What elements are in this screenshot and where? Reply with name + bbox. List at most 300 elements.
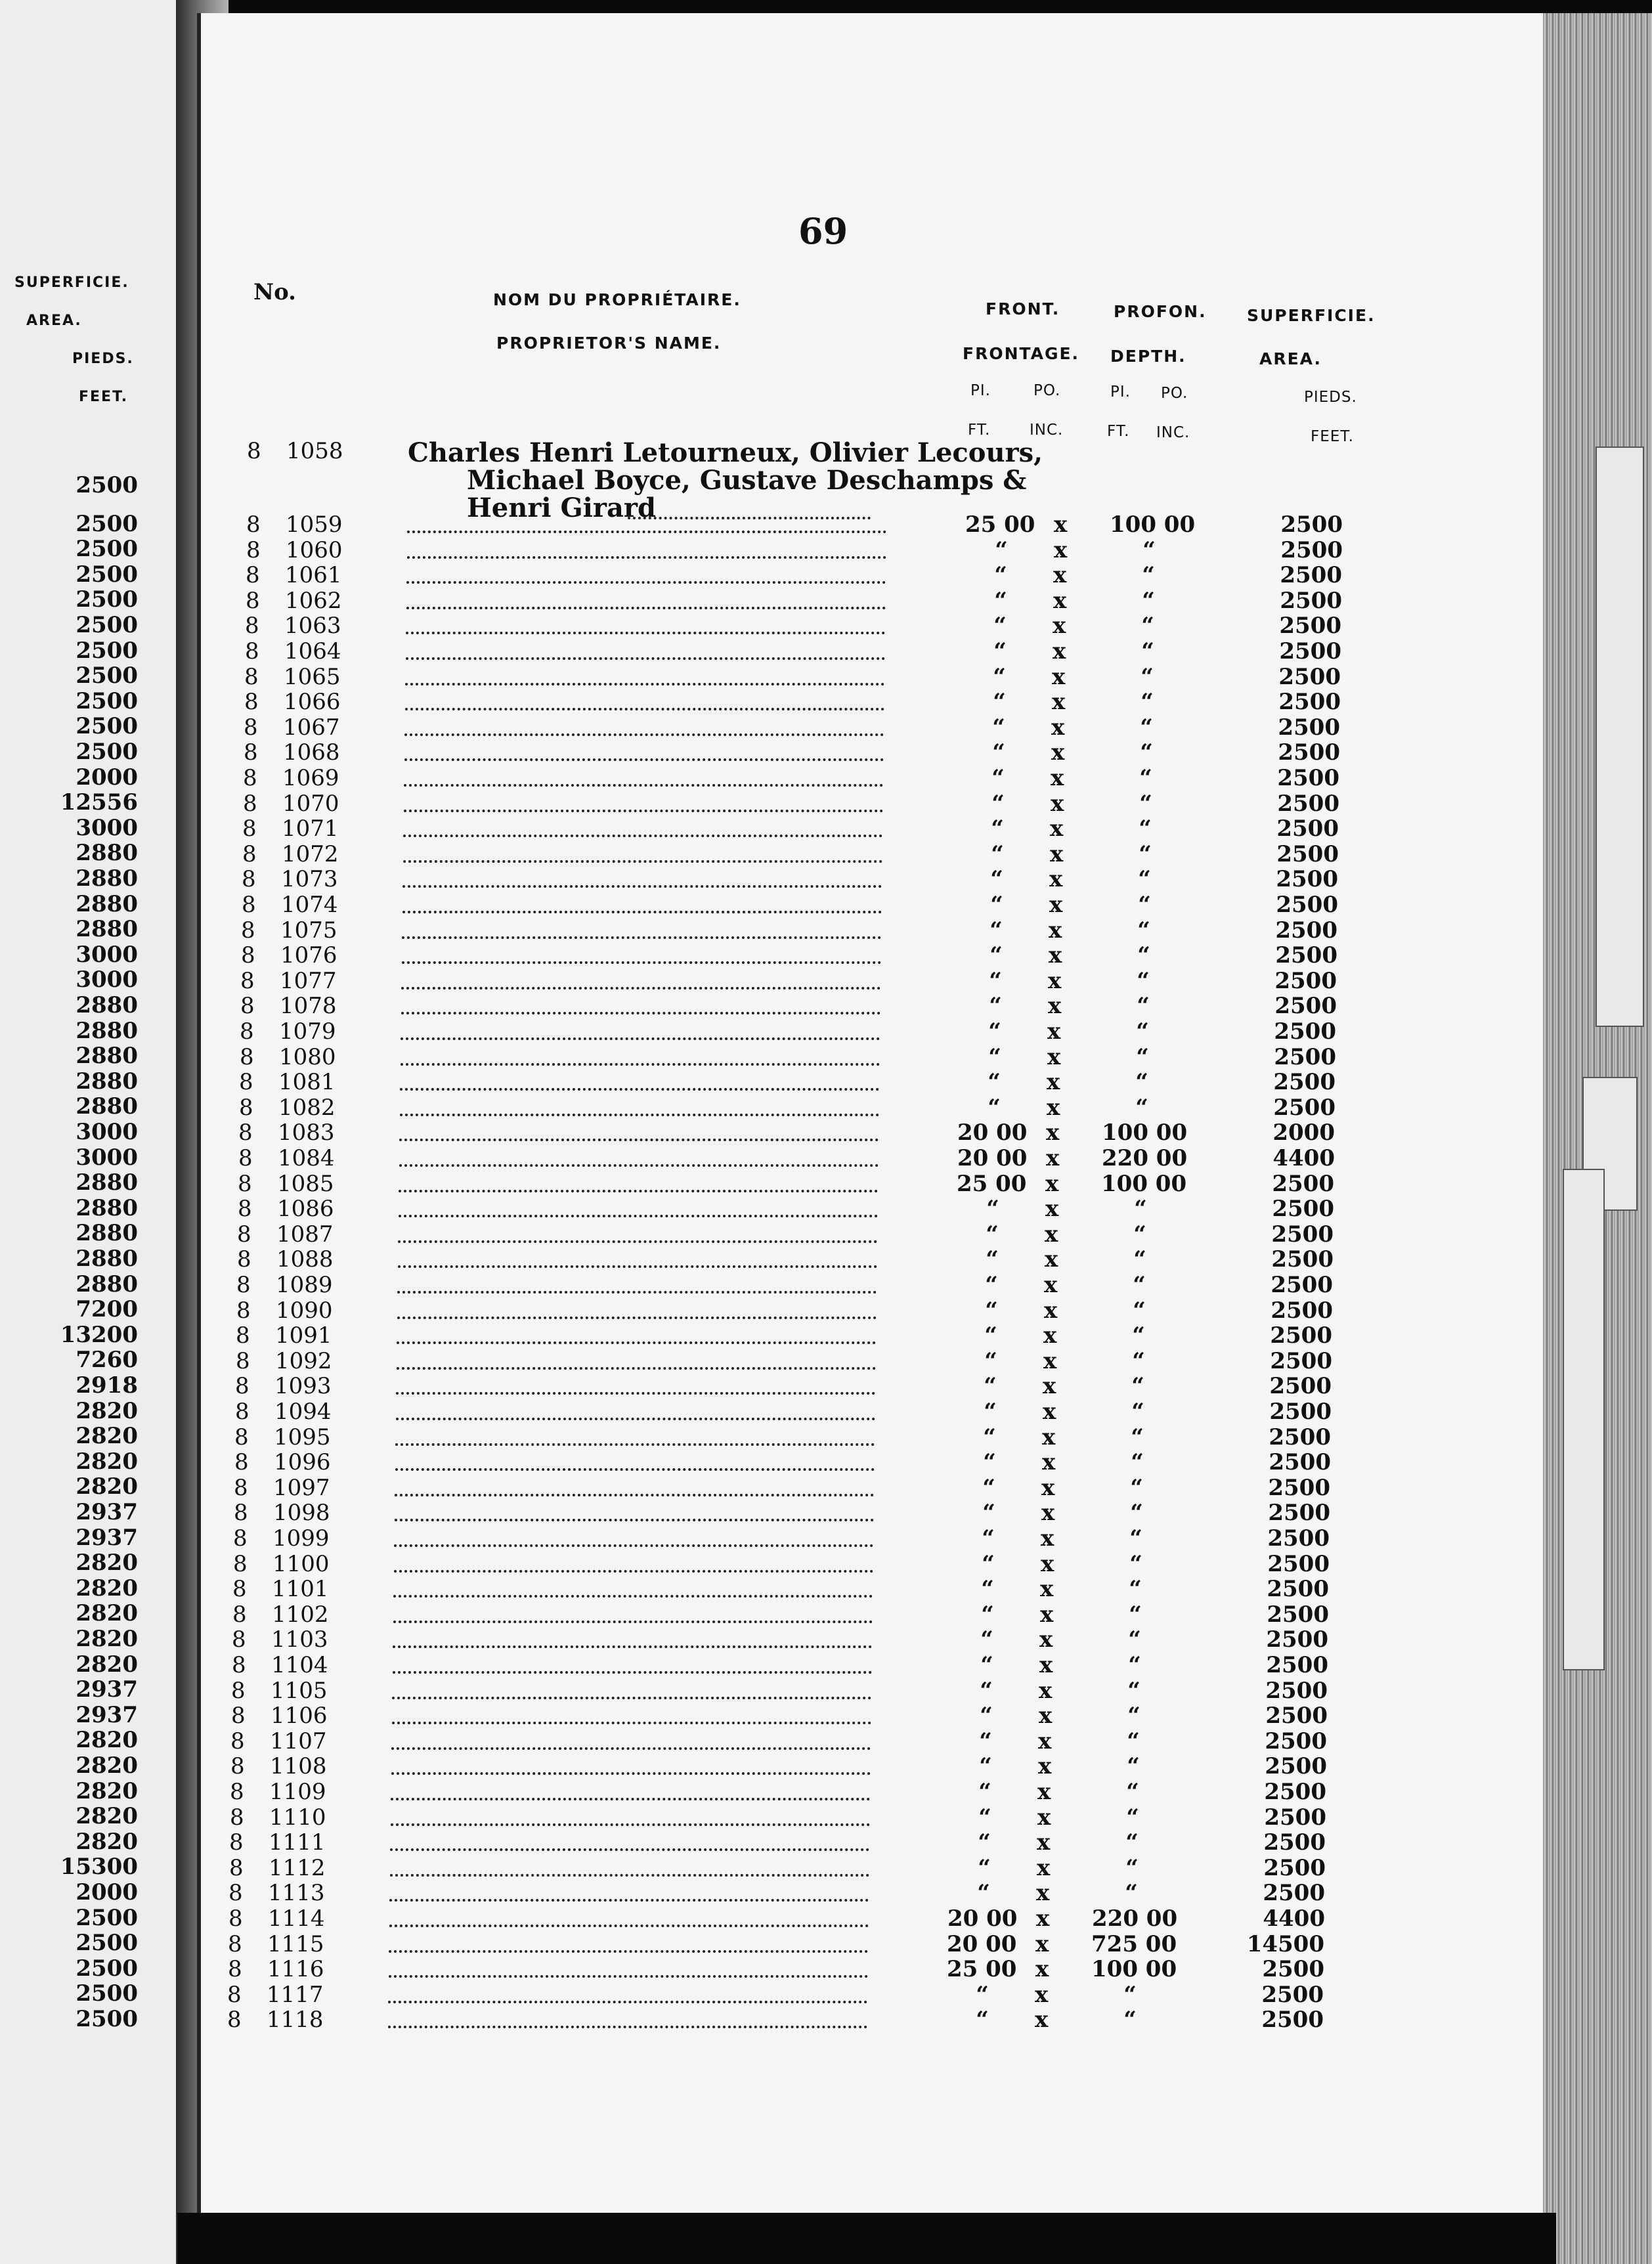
- row-depth: “: [1135, 1094, 1148, 1121]
- row-frontage: “: [983, 1449, 996, 1476]
- row-times: x: [1049, 917, 1062, 944]
- row-times: x: [1053, 613, 1066, 640]
- row-leader-dots: [404, 752, 884, 761]
- row-times: x: [1035, 1956, 1049, 1983]
- header-po: PO.: [1033, 382, 1061, 399]
- header-ft-depth: FT.: [1107, 423, 1130, 440]
- row-lot-number: 1082: [278, 1094, 336, 1121]
- row-section: 8: [240, 1018, 254, 1045]
- row-area: 2500: [1261, 1981, 1324, 2008]
- row-leader-dots: [388, 2019, 867, 2028]
- row-leader-dots: [389, 1944, 868, 1953]
- row-leader-dots: [389, 1969, 868, 1978]
- row-lot-number: 1077: [280, 967, 337, 994]
- row-times: x: [1041, 1500, 1055, 1527]
- left-area-value: 2500: [76, 713, 138, 740]
- row-section: 8: [232, 1626, 246, 1653]
- left-area-value: 2820: [76, 1626, 138, 1652]
- row-frontage: “: [991, 765, 1005, 791]
- row-times: x: [1039, 1626, 1053, 1653]
- left-area-value: 2880: [76, 1043, 138, 1070]
- row-leader-dots: [389, 1892, 869, 1902]
- row-lot-number: 1090: [276, 1297, 333, 1324]
- row-times: x: [1046, 1120, 1060, 1146]
- row-leader-dots: [406, 600, 886, 609]
- row-times: x: [1053, 638, 1066, 664]
- row-lot-number: 1076: [280, 942, 337, 969]
- row-times: x: [1041, 1550, 1054, 1577]
- row-section: 8: [234, 1424, 249, 1450]
- row-leader-dots: [401, 1031, 880, 1040]
- row-section: 8: [245, 638, 259, 664]
- row-leader-dots: [397, 1361, 876, 1370]
- row-section: 8: [244, 739, 258, 766]
- row-area: 2500: [1263, 1880, 1325, 1907]
- row-area: 2500: [1268, 1500, 1330, 1527]
- row-lot-number: 1079: [279, 1018, 336, 1045]
- row-frontage: 25 00: [947, 1956, 1017, 1983]
- row-section: 8: [242, 816, 257, 842]
- row-section: 8: [244, 689, 259, 716]
- row-leader-dots: [397, 1335, 876, 1344]
- row-frontage: “: [992, 714, 1005, 741]
- row-times: x: [1041, 1474, 1055, 1501]
- row-times: x: [1049, 942, 1062, 969]
- row-section: 8: [231, 1703, 246, 1730]
- left-area-value: 7260: [76, 1347, 138, 1374]
- row-times: x: [1041, 1525, 1054, 1552]
- row-lot-number: 1099: [272, 1525, 330, 1552]
- row-section: 8: [243, 790, 257, 817]
- left-area-value: 2000: [76, 764, 138, 791]
- row-times: x: [1045, 1196, 1059, 1223]
- row-lot-number: 1111: [269, 1829, 326, 1856]
- row-frontage: 25 00: [965, 512, 1035, 538]
- row-times: x: [1047, 1018, 1061, 1045]
- row-frontage: “: [981, 1601, 994, 1628]
- row-depth: “: [1131, 1399, 1144, 1425]
- row-area: 2500: [1271, 1272, 1333, 1298]
- row-lot-number: 1071: [282, 816, 339, 842]
- row-area: 2500: [1278, 739, 1340, 766]
- row-depth: “: [1127, 1703, 1141, 1730]
- row-section: 8: [238, 1120, 253, 1146]
- row-leader-dots: [390, 1842, 869, 1851]
- row-times: x: [1042, 1449, 1056, 1476]
- row-frontage: “: [988, 1069, 1001, 1096]
- row-lot-number: 1068: [283, 739, 340, 766]
- row-frontage: 20 00: [957, 1120, 1028, 1146]
- row-times: x: [1046, 1145, 1060, 1171]
- left-area-value: 2500: [76, 472, 138, 498]
- row-lot-number: 1073: [281, 866, 338, 893]
- row-leader-dots: [399, 1132, 879, 1141]
- row-frontage: “: [977, 1880, 990, 1907]
- left-area-value: 2820: [76, 1473, 138, 1500]
- left-area-value: 2000: [76, 1879, 138, 1905]
- row-area: 2500: [1278, 714, 1340, 741]
- row-leader-dots: [405, 701, 884, 710]
- header-front-en: FRONTAGE.: [963, 344, 1080, 363]
- row-section: 8: [240, 967, 255, 994]
- left-area-value: 2880: [76, 1220, 138, 1247]
- row-times: x: [1053, 562, 1067, 589]
- row-depth: “: [1136, 1018, 1149, 1045]
- row-leader-dots: [393, 1588, 873, 1598]
- left-area-value: 15300: [60, 1854, 138, 1881]
- row-times: x: [1045, 1221, 1058, 1248]
- row-frontage: “: [980, 1703, 993, 1730]
- row-leader-dots: [401, 980, 880, 990]
- row-frontage: “: [982, 1474, 995, 1501]
- row-times: x: [1050, 816, 1064, 842]
- row-area: 2500: [1279, 613, 1341, 640]
- row-depth: “: [1133, 1221, 1146, 1248]
- row-depth: “: [1127, 1728, 1140, 1754]
- left-area-value: 3000: [76, 1144, 138, 1171]
- row-depth: “: [1132, 1322, 1145, 1349]
- row-area: 2500: [1269, 1449, 1331, 1476]
- row-lot-number: 1078: [280, 993, 337, 1020]
- row-area: 2500: [1274, 967, 1337, 994]
- row-frontage: “: [988, 1018, 1001, 1045]
- row-section: 8: [230, 1728, 245, 1754]
- row-section: 8: [230, 1753, 245, 1780]
- row-lot-number: 1067: [283, 714, 340, 741]
- header-inc: INC.: [1030, 422, 1064, 439]
- row-times: x: [1051, 790, 1064, 817]
- row-times: x: [1042, 1424, 1056, 1450]
- row-leader-dots: [407, 524, 886, 533]
- row-depth: “: [1136, 1043, 1149, 1070]
- left-area-value: 2880: [76, 1169, 138, 1196]
- left-area-value: 2880: [76, 916, 138, 943]
- row-area: 4400: [1263, 1905, 1325, 1932]
- row-lot-number: 1063: [284, 613, 341, 640]
- header-pi-depth: PI.: [1110, 383, 1131, 401]
- left-area-value: 2500: [76, 663, 138, 689]
- row-area: 2500: [1280, 587, 1342, 614]
- row-section: 8: [244, 663, 259, 690]
- row-frontage: “: [995, 536, 1008, 563]
- row-times: x: [1052, 689, 1066, 716]
- left-area-value: 2820: [76, 1600, 138, 1627]
- row-depth: “: [1140, 739, 1153, 766]
- row-leader-dots: [388, 1994, 867, 2003]
- row-area: 2500: [1276, 840, 1339, 867]
- row-leader-dots: [398, 1259, 877, 1268]
- row-lot-number: 1113: [268, 1880, 325, 1907]
- row-section: 8: [241, 942, 255, 969]
- left-page: [0, 0, 176, 2264]
- row-area: 2500: [1264, 1779, 1326, 1805]
- row-times: x: [1043, 1399, 1056, 1425]
- row-section: 8: [228, 1930, 242, 1957]
- row-leader-dots: [394, 1538, 873, 1547]
- row-times: x: [1054, 512, 1068, 538]
- row-lot-number: 1097: [273, 1474, 330, 1501]
- row-lot-number: 1060: [286, 536, 343, 563]
- left-area-value: 2820: [76, 1550, 138, 1577]
- row-area: 2500: [1263, 1854, 1326, 1881]
- row-area: 2500: [1266, 1652, 1328, 1678]
- header-pi: PI.: [970, 382, 991, 399]
- row-times: x: [1035, 1930, 1049, 1957]
- row-area: 2500: [1272, 1170, 1334, 1197]
- left-area-value: 2937: [76, 1701, 138, 1728]
- row-times: x: [1035, 1981, 1049, 2008]
- row-lot-number: 1089: [276, 1272, 333, 1298]
- left-area-value: 2500: [76, 561, 138, 588]
- row-frontage: “: [986, 1196, 999, 1223]
- row-depth: “: [1128, 1652, 1141, 1678]
- row-depth: “: [1128, 1626, 1141, 1653]
- row-area: 2500: [1280, 562, 1342, 589]
- row-times: x: [1054, 536, 1068, 563]
- row-area: 2500: [1267, 1550, 1330, 1577]
- row-depth: 220 00: [1102, 1145, 1188, 1171]
- row-area: 2500: [1270, 1347, 1332, 1374]
- header-area-unit-fr: PIEDS.: [1304, 389, 1357, 406]
- row-section: 8: [246, 536, 261, 563]
- page-edges: [1543, 13, 1652, 2264]
- row-section: 8: [234, 1449, 249, 1476]
- row-depth: 100 00: [1091, 1956, 1177, 1983]
- left-area-value: 2820: [76, 1752, 138, 1779]
- row-lot-number: 1116: [267, 1956, 324, 1983]
- left-area-value: 2820: [76, 1727, 138, 1754]
- row-leader-dots: [406, 625, 885, 634]
- row-depth: “: [1140, 714, 1153, 741]
- row-times: x: [1040, 1601, 1054, 1628]
- row-leader-dots: [396, 1411, 875, 1420]
- row-depth: “: [1133, 1297, 1146, 1324]
- left-area-value: 3000: [76, 941, 138, 968]
- left-area-value: 2500: [76, 612, 138, 638]
- left-area-value: 12556: [60, 789, 138, 816]
- left-area-value: 2820: [76, 1397, 138, 1424]
- row-lot-number: 1072: [282, 840, 339, 867]
- row-leader-dots: [402, 904, 882, 913]
- row-area: 2500: [1277, 765, 1339, 791]
- row-area: 2500: [1261, 2007, 1324, 2034]
- row-frontage: “: [993, 689, 1006, 716]
- row-times: x: [1044, 1272, 1058, 1298]
- row-area: 14500: [1246, 1930, 1324, 1957]
- row-section: 8: [237, 1246, 251, 1273]
- row-section: 8: [244, 714, 258, 741]
- left-header-pieds: PIEDS.: [72, 351, 134, 367]
- row-leader-dots: [393, 1639, 872, 1648]
- row-section: 8: [232, 1652, 246, 1678]
- row-section: 8: [229, 1854, 244, 1881]
- left-area-value: 2500: [76, 1980, 138, 2007]
- row-area: 2500: [1265, 1753, 1327, 1780]
- row-lot-number: 1110: [269, 1804, 326, 1831]
- row-area: 2500: [1268, 1474, 1330, 1501]
- left-area-value: 2500: [76, 536, 138, 563]
- row-lot-number: 1074: [281, 892, 338, 918]
- header-inc-depth: INC.: [1156, 424, 1190, 441]
- row-depth: “: [1125, 1854, 1139, 1881]
- row-section: 8: [236, 1322, 250, 1349]
- row-depth: “: [1131, 1449, 1144, 1476]
- row-leader-dots: [391, 1817, 870, 1826]
- row-area: 2500: [1275, 917, 1337, 944]
- row-area: 2500: [1267, 1576, 1329, 1603]
- row-section: 8: [237, 1221, 251, 1248]
- row-lot-number: 1064: [284, 638, 341, 664]
- row-section: 8: [246, 587, 260, 614]
- row-section: 8: [235, 1373, 250, 1400]
- row-section: 8: [236, 1272, 251, 1298]
- row-depth: “: [1142, 536, 1156, 563]
- row-lot-number: 1094: [274, 1399, 332, 1425]
- row-lot-number: 1098: [273, 1500, 330, 1527]
- left-area-value: 2880: [76, 1271, 138, 1297]
- row-section: 8: [242, 866, 256, 893]
- row-frontage: “: [991, 840, 1004, 867]
- row-times: x: [1037, 1804, 1051, 1831]
- row-depth: 100 00: [1101, 1170, 1187, 1197]
- row-depth: “: [1138, 866, 1151, 893]
- row-leader-dots: [404, 777, 883, 787]
- row-area: 2500: [1271, 1297, 1333, 1324]
- row-lot-number: 1115: [267, 1930, 324, 1957]
- left-area-value: 2500: [76, 510, 138, 537]
- left-area-value: 2820: [76, 1423, 138, 1450]
- row-depth: “: [1139, 765, 1152, 791]
- row-section: 8: [243, 765, 257, 791]
- row-times: x: [1039, 1652, 1053, 1678]
- row-frontage: “: [988, 1043, 1001, 1070]
- left-area-value: 2880: [76, 865, 138, 892]
- row-section: 8: [234, 1500, 248, 1527]
- left-area-value: 2820: [76, 1448, 138, 1475]
- row-depth: “: [1133, 1246, 1146, 1273]
- row-lot-number: 1070: [282, 790, 339, 817]
- owner-line-1: Charles Henri Letourneux, Olivier Lecours,: [408, 437, 1043, 468]
- row-frontage: “: [980, 1626, 993, 1653]
- left-area-value: 2880: [76, 1068, 138, 1095]
- row-section: 8: [242, 892, 256, 918]
- row-area: 2500: [1271, 1221, 1334, 1248]
- left-area-value: 2820: [76, 1803, 138, 1830]
- left-area-value: 7200: [76, 1296, 138, 1323]
- left-area-value: 2500: [76, 1930, 138, 1957]
- header-depth-en: DEPTH.: [1110, 347, 1186, 366]
- row-times: x: [1039, 1677, 1053, 1704]
- row-depth: 100 00: [1102, 1120, 1188, 1146]
- row-leader-dots: [395, 1437, 875, 1446]
- row-section: 8: [239, 1094, 253, 1121]
- row-section: 8: [227, 2007, 242, 2034]
- row-leader-dots: [395, 1487, 874, 1496]
- row-depth: “: [1137, 942, 1150, 969]
- row-leader-dots: [391, 1791, 870, 1800]
- row-area: 2500: [1263, 1829, 1326, 1856]
- row-lot-number: 1091: [275, 1322, 332, 1349]
- row-frontage: “: [982, 1550, 995, 1577]
- row-section: 8: [230, 1804, 244, 1831]
- row-times: x: [1043, 1322, 1057, 1349]
- row-times: x: [1039, 1703, 1053, 1730]
- row-leader-dots: [393, 1614, 873, 1623]
- row-frontage: “: [994, 587, 1007, 614]
- row-area: 2500: [1267, 1601, 1329, 1628]
- row-lot-number: 1058: [286, 438, 343, 464]
- row-section: 8: [230, 1779, 244, 1805]
- row-area: 2500: [1266, 1626, 1328, 1653]
- left-area-value: 2500: [76, 1955, 138, 1982]
- row-leader-dots: [402, 930, 881, 939]
- row-section: 8: [239, 1069, 253, 1096]
- row-times: x: [1045, 1170, 1059, 1197]
- header-area-fr: SUPERFICIE.: [1247, 306, 1376, 325]
- row-frontage: “: [978, 1854, 991, 1881]
- row-lot-number: 1069: [282, 765, 339, 791]
- left-header-superficie: SUPERFICIE.: [14, 274, 129, 291]
- row-lot-number: 1103: [271, 1626, 328, 1653]
- row-lot-number: 1095: [274, 1424, 331, 1450]
- row-depth: “: [1129, 1601, 1142, 1628]
- row-depth: “: [1127, 1753, 1140, 1780]
- page-tab-1: [1596, 446, 1644, 1027]
- row-area: 2000: [1272, 1120, 1335, 1146]
- row-leader-dots: [403, 828, 882, 837]
- row-times: x: [1043, 1347, 1057, 1374]
- row-leader-dots: [398, 1234, 877, 1243]
- row-frontage: “: [984, 1373, 997, 1400]
- row-times: x: [1048, 967, 1062, 994]
- row-frontage: “: [989, 993, 1002, 1020]
- header-front-fr: FRONT.: [986, 299, 1060, 318]
- row-frontage: “: [992, 739, 1005, 766]
- row-lot-number: 1107: [270, 1728, 327, 1754]
- row-frontage: “: [984, 1347, 997, 1374]
- row-frontage: “: [988, 1094, 1001, 1121]
- row-depth: “: [1131, 1424, 1144, 1450]
- row-lot-number: 1106: [271, 1703, 328, 1730]
- row-depth: “: [1139, 816, 1152, 842]
- row-area: 2500: [1275, 942, 1337, 969]
- row-area: 2500: [1276, 866, 1338, 893]
- row-section: 8: [247, 438, 261, 464]
- header-depth-fr: PROFON.: [1114, 302, 1207, 321]
- row-leader-dots: [401, 1005, 880, 1014]
- row-lot-number: 1066: [284, 689, 341, 716]
- row-frontage: “: [993, 638, 1007, 664]
- row-area: 2500: [1264, 1804, 1326, 1831]
- row-depth: “: [1138, 892, 1151, 918]
- row-depth: “: [1141, 663, 1154, 690]
- row-frontage: “: [978, 1804, 991, 1831]
- row-times: x: [1051, 765, 1064, 791]
- row-times: x: [1051, 739, 1065, 766]
- row-lot-number: 1083: [278, 1120, 335, 1146]
- row-frontage: “: [986, 1221, 999, 1248]
- row-area: 2500: [1273, 1069, 1336, 1096]
- row-frontage: “: [993, 613, 1007, 640]
- row-frontage: “: [984, 1322, 997, 1349]
- row-frontage: “: [981, 1576, 994, 1603]
- row-area: 2500: [1278, 663, 1341, 690]
- row-leader-dots: [397, 1284, 877, 1294]
- row-area: 2500: [1277, 790, 1339, 817]
- row-leader-dots: [404, 803, 883, 812]
- row-area: 2500: [1265, 1728, 1327, 1754]
- row-leader-dots: [401, 1056, 880, 1066]
